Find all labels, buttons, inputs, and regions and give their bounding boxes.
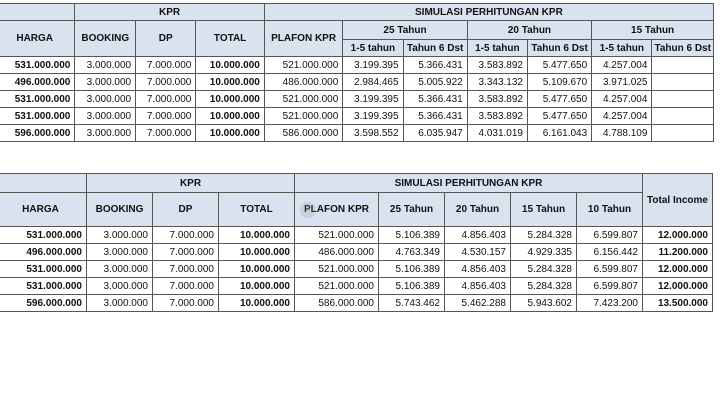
table-cell: 3.000.000 bbox=[75, 57, 136, 74]
table-cell: 5.106.389 bbox=[379, 261, 445, 278]
col-header-dp: DP bbox=[136, 21, 196, 57]
table-cell: 5.477.650 bbox=[527, 57, 591, 74]
table-cell: 3.199.395 bbox=[343, 91, 403, 108]
col-header-booking: BOOKING bbox=[75, 21, 136, 57]
table-cell: 521.000.000 bbox=[295, 261, 379, 278]
table-cell: 7.000.000 bbox=[153, 244, 219, 261]
table-cell: 10.000.000 bbox=[219, 261, 295, 278]
table-cell: 5.366.431 bbox=[403, 108, 467, 125]
table-row bbox=[0, 295, 713, 312]
table-cell: 7.000.000 bbox=[153, 261, 219, 278]
table-row bbox=[0, 74, 714, 91]
table-cell: 4.257.004 bbox=[592, 108, 652, 125]
table-row bbox=[0, 57, 714, 74]
table-cell bbox=[652, 57, 714, 74]
period-header-15: 15 Tahun bbox=[511, 193, 577, 227]
table-cell: 521.000.000 bbox=[295, 227, 379, 244]
table-cell: 7.000.000 bbox=[153, 227, 219, 244]
table-cell: 521.000.000 bbox=[264, 108, 342, 125]
table-cell: 3.000.000 bbox=[87, 295, 153, 312]
table-cell: 3.000.000 bbox=[87, 227, 153, 244]
kpr-simulation-table-tiered bbox=[0, 3, 714, 142]
subheader: 1-5 tahun bbox=[592, 40, 652, 57]
table-cell: 6.599.807 bbox=[577, 261, 643, 278]
col-header-booking: BOOKING bbox=[87, 193, 153, 227]
table-cell: 10.000.000 bbox=[196, 57, 264, 74]
table-cell bbox=[652, 125, 714, 142]
table-cell: 12.000.000 bbox=[643, 227, 713, 244]
table-cell: 2.984.465 bbox=[343, 74, 403, 91]
table-cell: 3.000.000 bbox=[75, 108, 136, 125]
table-cell: 531.000.000 bbox=[0, 227, 87, 244]
table-cell: 3.000.000 bbox=[75, 74, 136, 91]
table-cell: 531.000.000 bbox=[0, 57, 75, 74]
table-cell: 5.943.602 bbox=[511, 295, 577, 312]
table-cell: 531.000.000 bbox=[0, 91, 75, 108]
col-header-plafon: PLAFON KPR bbox=[264, 21, 342, 57]
table-cell: 12.000.000 bbox=[643, 278, 713, 295]
table-cell: 521.000.000 bbox=[264, 91, 342, 108]
table-cell: 3.583.892 bbox=[467, 91, 527, 108]
table-cell: 531.000.000 bbox=[0, 261, 87, 278]
table-cell: 10.000.000 bbox=[196, 91, 264, 108]
table-cell: 3.971.025 bbox=[592, 74, 652, 91]
table-cell: 4.856.403 bbox=[445, 227, 511, 244]
table-cell: 12.000.000 bbox=[643, 261, 713, 278]
table1-body bbox=[0, 57, 714, 142]
table-row bbox=[0, 91, 714, 108]
table-cell: 3.598.552 bbox=[343, 125, 403, 142]
blank-header bbox=[0, 4, 75, 21]
table-cell: 5.106.389 bbox=[379, 227, 445, 244]
col-header-harga: HARGA bbox=[0, 21, 75, 57]
table-cell: 3.000.000 bbox=[87, 261, 153, 278]
kpr-group-header: KPR bbox=[75, 4, 264, 21]
table-row bbox=[0, 278, 713, 295]
subheader: Tahun 6 Dst bbox=[403, 40, 467, 57]
table-cell: 7.000.000 bbox=[136, 125, 196, 142]
table-cell: 5.477.650 bbox=[527, 108, 591, 125]
table-cell: 13.500.000 bbox=[643, 295, 713, 312]
table-cell: 10.000.000 bbox=[219, 278, 295, 295]
table-cell: 521.000.000 bbox=[264, 57, 342, 74]
table-cell: 7.000.000 bbox=[136, 57, 196, 74]
table-cell bbox=[652, 108, 714, 125]
table-cell: 6.599.807 bbox=[577, 227, 643, 244]
table-cell: 7.000.000 bbox=[153, 295, 219, 312]
table-cell bbox=[652, 91, 714, 108]
period-header-25: 25 Tahun bbox=[343, 21, 467, 40]
table-cell: 486.000.000 bbox=[295, 244, 379, 261]
table-cell: 3.000.000 bbox=[87, 244, 153, 261]
table-cell: 531.000.000 bbox=[0, 278, 87, 295]
table-cell: 496.000.000 bbox=[0, 74, 75, 91]
table-cell: 5.477.650 bbox=[527, 91, 591, 108]
subheader: Tahun 6 Dst bbox=[652, 40, 714, 57]
table-cell: 3.000.000 bbox=[75, 125, 136, 142]
table-cell: 10.000.000 bbox=[219, 244, 295, 261]
table-cell: 5.366.431 bbox=[403, 57, 467, 74]
table-cell: 5.366.431 bbox=[403, 91, 467, 108]
table-cell: 5.284.328 bbox=[511, 261, 577, 278]
table-cell: 531.000.000 bbox=[0, 108, 75, 125]
table-cell: 521.000.000 bbox=[295, 278, 379, 295]
table-cell: 4.763.349 bbox=[379, 244, 445, 261]
kpr-group-header: KPR bbox=[87, 174, 295, 193]
blank-header bbox=[0, 174, 87, 193]
table-cell: 5.005.922 bbox=[403, 74, 467, 91]
table-cell: 10.000.000 bbox=[196, 125, 264, 142]
col-header-total: TOTAL bbox=[219, 193, 295, 227]
col-header-total-income: Total Income bbox=[643, 174, 713, 227]
table-cell: 10.000.000 bbox=[196, 108, 264, 125]
table-cell: 7.423.200 bbox=[577, 295, 643, 312]
table-cell: 7.000.000 bbox=[136, 74, 196, 91]
table-cell: 6.161.043 bbox=[527, 125, 591, 142]
table-cell: 3.199.395 bbox=[343, 108, 403, 125]
table-cell: 7.000.000 bbox=[136, 108, 196, 125]
table-row bbox=[0, 227, 713, 244]
table-cell bbox=[652, 74, 714, 91]
table-row bbox=[0, 125, 714, 142]
table-cell: 4.257.004 bbox=[592, 91, 652, 108]
simulation-group-header: SIMULASI PERHITUNGAN KPR bbox=[295, 174, 643, 193]
col-header-dp: DP bbox=[153, 193, 219, 227]
table-cell: 10.000.000 bbox=[219, 227, 295, 244]
table-cell: 4.031.019 bbox=[467, 125, 527, 142]
period-header-10: 10 Tahun bbox=[577, 193, 643, 227]
subheader: 1-5 tahun bbox=[343, 40, 403, 57]
table-cell: 3.343.132 bbox=[467, 74, 527, 91]
table-row bbox=[0, 108, 714, 125]
table-cell: 596.000.000 bbox=[0, 295, 87, 312]
period-header-25: 25 Tahun bbox=[379, 193, 445, 227]
table-cell: 3.583.892 bbox=[467, 108, 527, 125]
table-cell: 4.788.109 bbox=[592, 125, 652, 142]
table-cell: 3.583.892 bbox=[467, 57, 527, 74]
table-cell: 4.856.403 bbox=[445, 278, 511, 295]
table-cell: 11.200.000 bbox=[643, 244, 713, 261]
table-cell: 10.000.000 bbox=[196, 74, 264, 91]
table-row bbox=[0, 261, 713, 278]
table-cell: 6.035.947 bbox=[403, 125, 467, 142]
simulation-group-header: SIMULASI PERHITUNGAN KPR bbox=[264, 4, 713, 21]
table-cell: 596.000.000 bbox=[0, 125, 75, 142]
period-header-15: 15 Tahun bbox=[592, 21, 714, 40]
table-cell: 6.156.442 bbox=[577, 244, 643, 261]
table-cell: 5.284.328 bbox=[511, 227, 577, 244]
table-cell: 5.106.389 bbox=[379, 278, 445, 295]
col-header-plafon: PLAFON KPR bbox=[295, 193, 379, 227]
table-cell: 4.856.403 bbox=[445, 261, 511, 278]
table-cell: 4.257.004 bbox=[592, 57, 652, 74]
table-cell: 4.530.157 bbox=[445, 244, 511, 261]
table-cell: 4.929.335 bbox=[511, 244, 577, 261]
table-cell: 486.000.000 bbox=[264, 74, 342, 91]
table-cell: 10.000.000 bbox=[219, 295, 295, 312]
table2-body bbox=[0, 227, 713, 312]
col-header-harga: HARGA bbox=[0, 193, 87, 227]
table-cell: 5.462.288 bbox=[445, 295, 511, 312]
table-cell: 6.599.807 bbox=[577, 278, 643, 295]
table-row bbox=[0, 244, 713, 261]
table-cell: 3.199.395 bbox=[343, 57, 403, 74]
period-header-20: 20 Tahun bbox=[467, 21, 591, 40]
table-cell: 5.284.328 bbox=[511, 278, 577, 295]
kpr-simulation-table-flat bbox=[0, 173, 713, 312]
period-header-20: 20 Tahun bbox=[445, 193, 511, 227]
subheader: 1-5 tahun bbox=[467, 40, 527, 57]
subheader: Tahun 6 Dst bbox=[527, 40, 591, 57]
table-cell: 5.743.462 bbox=[379, 295, 445, 312]
table-cell: 586.000.000 bbox=[295, 295, 379, 312]
table-cell: 3.000.000 bbox=[87, 278, 153, 295]
table-cell: 586.000.000 bbox=[264, 125, 342, 142]
table-cell: 496.000.000 bbox=[0, 244, 87, 261]
col-header-total: TOTAL bbox=[196, 21, 264, 57]
table-cell: 3.000.000 bbox=[75, 91, 136, 108]
table-cell: 7.000.000 bbox=[136, 91, 196, 108]
table-cell: 7.000.000 bbox=[153, 278, 219, 295]
table-cell: 5.109.670 bbox=[527, 74, 591, 91]
